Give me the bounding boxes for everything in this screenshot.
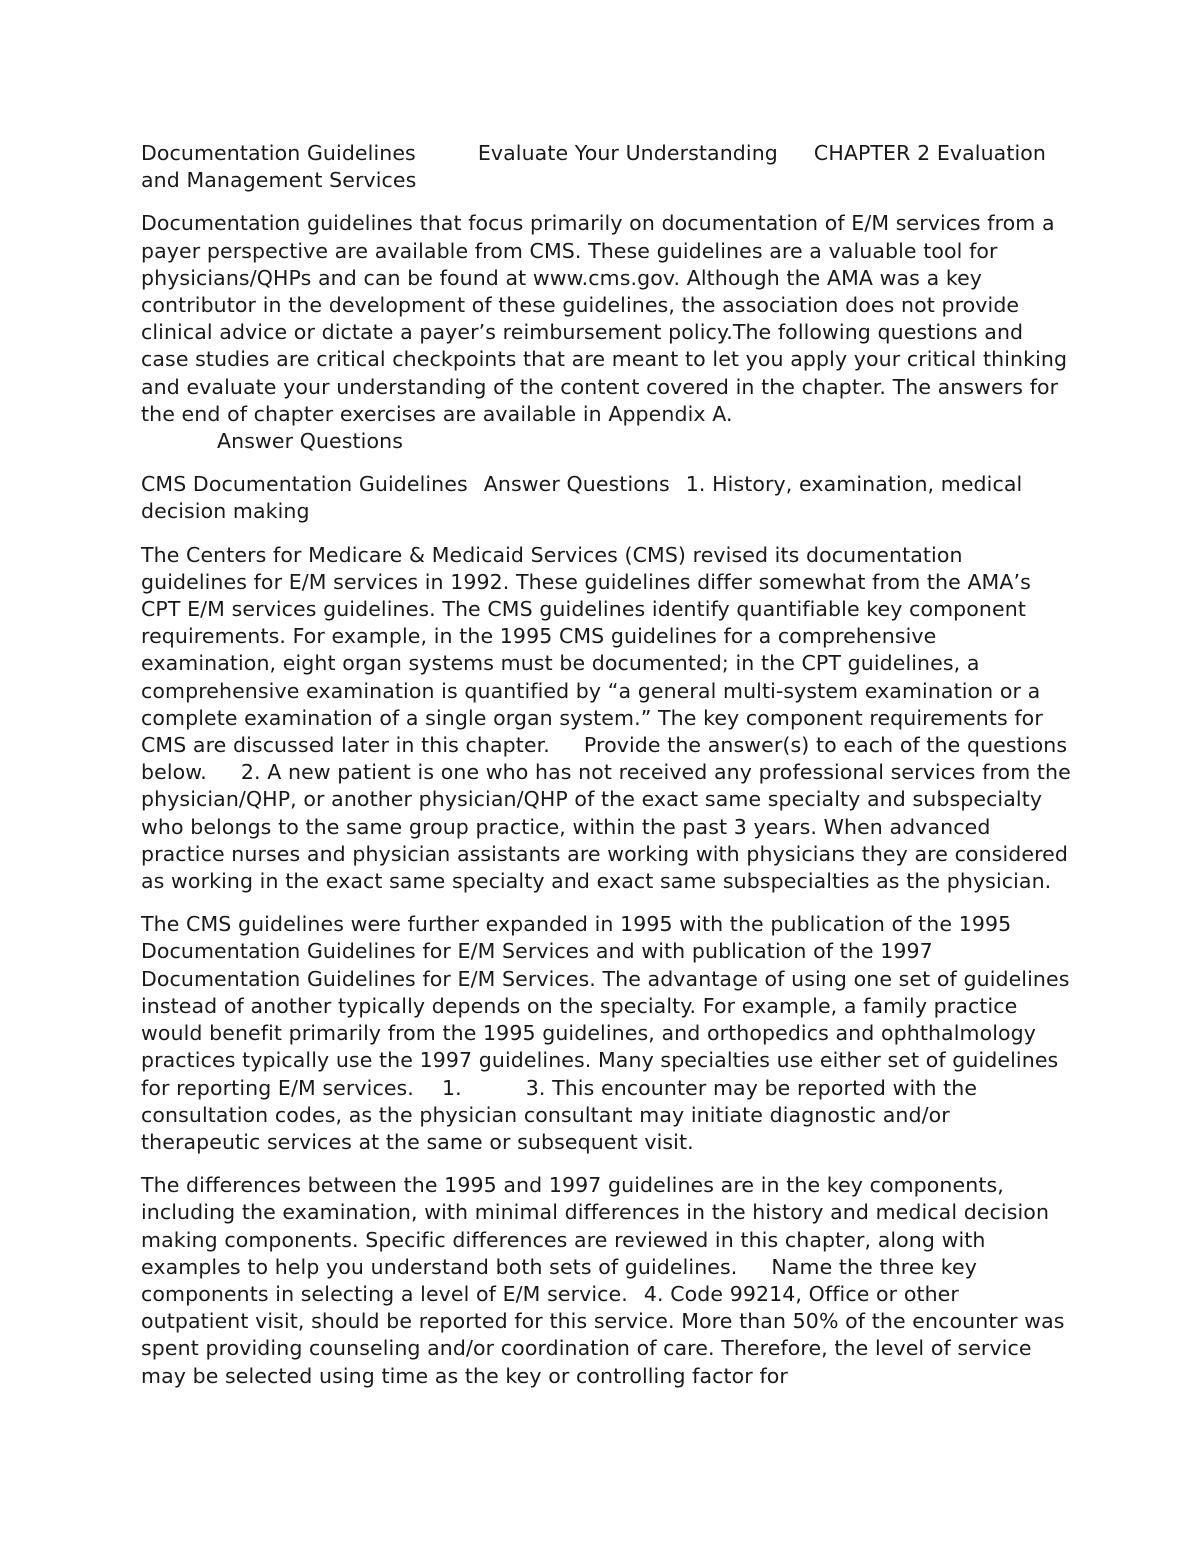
para3-text: The Centers for Medicare & Medicaid Services (CMS) revised its documentation guidelines for E/M services in 1992. These guidelines differ somewhat from the AMA’s CPT E/M services guidelines. The CMS guidelines identify quantifiable key component requirements. For example, in the 1995 CMS guidelines for a comprehensive examination, eight organ systems must be documented; in the CPT guidelines, a comprehensive examination is quantified by “a general multi-system examination or a complete examination of a single organ system.” The key component requirements for CMS are discussed later in this chapter. (141, 542, 1043, 758)
guidelines-expansion-paragraph (141, 911, 1071, 1156)
cms-section-paragraph (141, 471, 1071, 525)
para5-prompt: Name the three key components in selecting a level of E/M service. (141, 1254, 977, 1306)
para4-number: 1. (441, 1075, 462, 1100)
para5-text: The differences between the 1995 and 1997 guidelines are in the key components, including the examination, with minimal differences in the history and medical decision making components. Specific differences are reviewed in this chapter, along with examples to help you understand both sets of guidelines. (141, 1173, 1050, 1279)
para3-prompt: Provide the answer(s) to each of the questions below. (141, 733, 1068, 785)
header-topic: Documentation Guidelines (141, 141, 416, 165)
answer-2: 2. A new patient is one who has not received any professional services from the physician/QHP, or another physician/QHP of the exact same specialty and subspecialty who belongs to the same group practice, within the past 3 years. When advanced practice nurses and physician assistants are working with physicians they are considered as working in the exact same specialty and exact same subspecialties as the physician. (141, 760, 1071, 894)
header-section: Evaluate Your Understanding (477, 141, 778, 165)
guidelines-differences-paragraph (141, 1172, 1071, 1390)
answer-3: 3. This encounter may be reported with the consultation codes, as the physician consultant may initiate diagnostic and/or therapeutic services at the same or subsequent visit. (141, 1075, 978, 1154)
intro-text: Documentation guidelines that focus primarily on documentation of E/M services from a payer perspective are available from CMS. These guidelines are a valuable tool for physicians/QHPs and can be found at www.cms.gov. Although the AMA was a key contributor in the development of these guidelines, the association does not provide clinical advice or dictate a payer’s reimbursement policy.The following questions and case studies are critical checkpoints that are meant to let you apply your critical thinking and evaluate your understanding of the content covered in the chapter. The answers for the end of chapter exercises are available in Appendix A. (141, 211, 1068, 426)
answer-1: 1. History, examination, medical decision making (141, 472, 1023, 524)
intro-paragraph (141, 210, 1071, 455)
cms-section-title: CMS Documentation Guidelines (141, 472, 468, 497)
document-page (141, 140, 1071, 1406)
document-header (141, 140, 1071, 194)
para4-text: The CMS guidelines were further expanded in 1995 with the publication of the 1995 Documentation Guidelines for E/M Services and with publication of the 1997 Documentation Guidelines for E/M Services. The advantage of using one set of guidelines instead of another typically depends on the specialty. For example, a family practice would benefit primarily from the 1995 guidelines, and orthopedics and ophthalmology practices typically use the 1997 guidelines. Many specialties use either set of guidelines for reporting E/M services. (141, 912, 1070, 1100)
cms-answer-label: Answer Questions (483, 472, 670, 497)
cms-history-paragraph (141, 542, 1071, 896)
answer-questions-label: Answer Questions (217, 429, 403, 454)
answer-4: 4. Code 99214, Office or other outpatient visit, should be reported for this service. More than 50% of the encounter was spent providing counseling and/or coordination of care. Therefore, the level of service may be selected using time as the key or controlling factor for (141, 1281, 1065, 1388)
header-chapter-title: Evaluation and Management Services (141, 141, 1047, 193)
header-chapter: CHAPTER 2 (813, 141, 931, 165)
